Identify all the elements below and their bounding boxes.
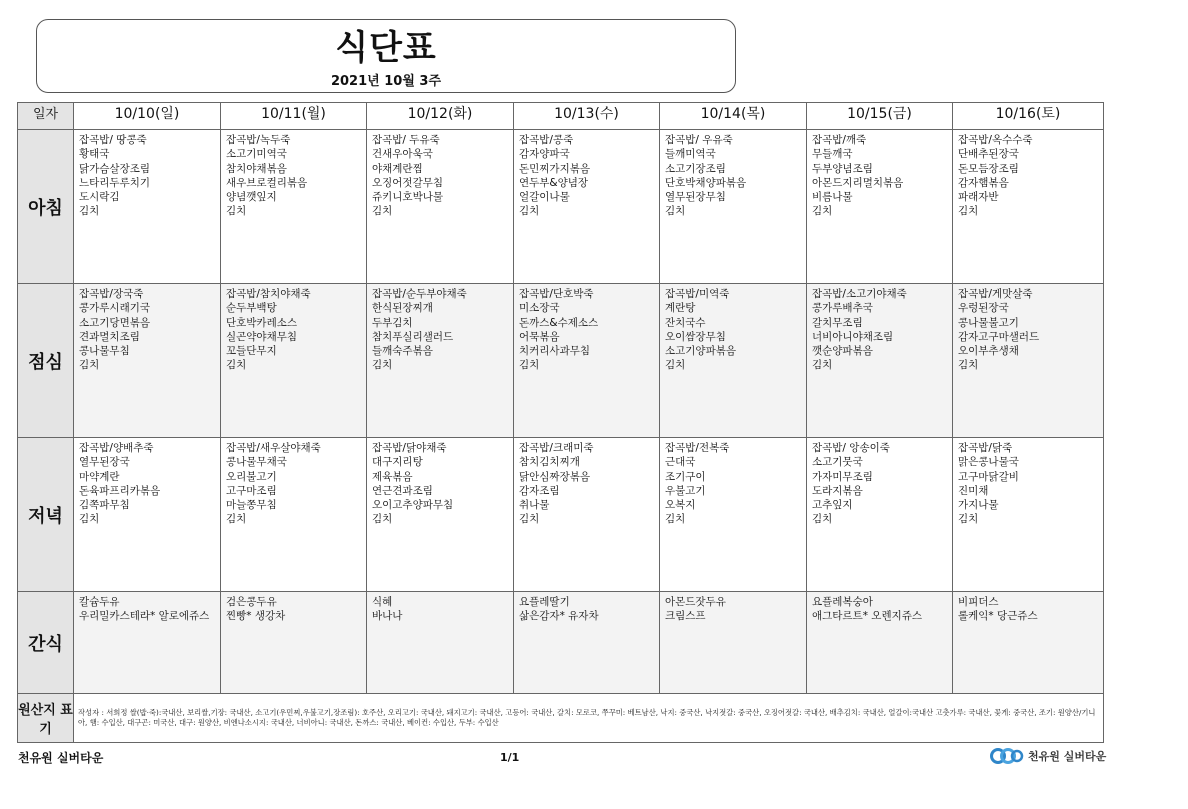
menu-item: 깻순양파볶음 — [812, 345, 873, 358]
menu-cell — [953, 130, 1104, 284]
menu-item: 김치 — [665, 359, 686, 372]
menu-cell — [514, 130, 660, 284]
menu-cell — [807, 284, 953, 438]
menu-cell — [221, 438, 367, 592]
menu-cell — [953, 592, 1104, 694]
menu-item: 연근견과조림 — [372, 484, 433, 497]
menu-item: 잡곡밥/단호박죽 — [519, 288, 594, 300]
menu-item: 감자햄볶음 — [958, 176, 1009, 189]
menu-item: 콩나물무채국 — [226, 456, 287, 469]
menu-item: 미소장국 — [519, 302, 560, 315]
menu-item: 삶은감자* 유자차 — [519, 610, 599, 623]
menu-cell — [514, 284, 660, 438]
menu-item: 김치 — [79, 513, 100, 526]
menu-item: 김쪽파무침 — [79, 499, 130, 512]
menu-item: 연두부&양념장 — [519, 176, 589, 189]
menu-item: 오리불고기 — [226, 470, 277, 483]
menu-item: 김치 — [226, 359, 247, 372]
menu-item: 김치 — [372, 513, 393, 526]
menu-item: 콩나물불고기 — [958, 316, 1019, 329]
menu-item: 김치 — [519, 359, 540, 372]
menu-item: 잡곡밥/ 두유죽 — [372, 134, 440, 146]
menu-item: 마늘쫑무침 — [226, 499, 277, 512]
menu-item: 오이부추생채 — [958, 345, 1019, 358]
menu-item: 우불고기 — [665, 484, 706, 497]
menu-cell — [221, 284, 367, 438]
menu-item: 단호박카레소스 — [226, 316, 298, 329]
menu-item: 요플레딸기 — [519, 596, 570, 608]
menu-item: 어묵볶음 — [519, 330, 560, 343]
menu-item: 김치 — [372, 205, 393, 218]
menu-item: 콩가루배추국 — [812, 302, 873, 315]
menu-item: 돈모듬장조림 — [958, 162, 1019, 175]
menu-item: 김치 — [665, 513, 686, 526]
menu-cell — [367, 130, 514, 284]
menu-table — [17, 102, 1104, 743]
meal-label: 저녁 — [18, 438, 74, 592]
menu-item: 오징어젓갈무침 — [372, 176, 444, 189]
menu-cell — [74, 438, 221, 592]
menu-item: 잡곡밥/ 앙송이죽 — [812, 442, 890, 454]
menu-item: 두부김치 — [372, 316, 413, 329]
logo-text: 천유원 실버타운 — [1028, 750, 1107, 763]
menu-item: 소고기미역국 — [226, 148, 287, 161]
menu-cell — [953, 438, 1104, 592]
menu-cell — [807, 130, 953, 284]
day-header: 10/13(수) — [514, 103, 660, 130]
menu-cell — [660, 130, 807, 284]
meal-label: 점심 — [18, 284, 74, 438]
menu-item: 쥬키니호박나물 — [372, 191, 444, 204]
menu-item: 감자고구마샐러드 — [958, 330, 1040, 343]
menu-item: 소고기뭇국 — [812, 456, 863, 469]
menu-item: 오이쌈장무침 — [665, 330, 726, 343]
menu-item: 무들깨국 — [812, 148, 853, 161]
menu-item: 우리밀카스테라* 알로에쥬스 — [79, 610, 210, 623]
header-row — [18, 103, 1104, 130]
menu-item: 식혜 — [372, 596, 393, 608]
menu-item: 잡곡밥/참치야채죽 — [226, 288, 311, 300]
menu-item: 잡곡밥/소고기야채죽 — [812, 288, 907, 300]
menu-cell — [74, 592, 221, 694]
origin-text: 작성자 : 서희정 쌀(밥·죽):국내산, 보리쌀,기장: 국내산, 소고기(우민찌,우불고기,장조림): 호주산, 오리고기: 국내산, 돼지고기: 국내산, 고등어: 국내산, 갈치: 모로코, 쭈꾸미: 베트남산, 낙지: 중국산, 낙지젓갈: 중국산, 오징어젓갈: 국내산, 배추김치: 국내산, 얼갈이:국내산 고춧가루: 국내산, 꽃게: 중국산, 조기: 원양산/기니아, 햄: 수입산, 대구곤: 미국산, 대구: 원양산, 비엔나소시지: 국내산, 너비아니: 국내산, 돈까스: 국내산, 베이컨: 수입산, 두부: 수입산 — [74, 694, 1104, 743]
menu-item: 찐빵* 생강차 — [226, 610, 286, 623]
menu-item: 김치 — [226, 205, 247, 218]
menu-cell — [807, 438, 953, 592]
menu-item: 황태국 — [79, 148, 110, 161]
menu-item: 감자양파국 — [519, 148, 570, 161]
menu-item: 잡곡밥/새우살야채죽 — [226, 442, 321, 454]
menu-item: 참치야채볶음 — [226, 162, 287, 175]
page-number: 1/1 — [500, 751, 520, 764]
page-title: 식단표 — [335, 28, 437, 68]
menu-item: 잔치국수 — [665, 316, 706, 329]
menu-item: 두부양념조림 — [812, 162, 873, 175]
menu-item: 잡곡밥/콩죽 — [519, 134, 574, 146]
menu-cell — [221, 130, 367, 284]
menu-item: 비름나물 — [812, 191, 853, 204]
menu-item: 열무된장국 — [79, 456, 130, 469]
menu-item: 김치 — [812, 359, 833, 372]
date-column-label: 일자 — [18, 103, 74, 130]
menu-item: 고구마조림 — [226, 484, 277, 497]
menu-item: 김치 — [958, 513, 979, 526]
menu-item: 바나나 — [372, 610, 403, 623]
menu-item: 단배추된장국 — [958, 148, 1019, 161]
menu-item: 김치 — [519, 513, 540, 526]
day-header: 10/11(월) — [221, 103, 367, 130]
meal-row — [18, 130, 1104, 284]
menu-item: 야채계란찜 — [372, 162, 423, 175]
menu-item: 감자조림 — [519, 484, 560, 497]
menu-item: 고추잎지 — [812, 499, 853, 512]
menu-item: 순두부백탕 — [226, 302, 277, 315]
menu-item: 칼슘두유 — [79, 596, 120, 608]
menu-cell — [74, 284, 221, 438]
menu-cell — [807, 592, 953, 694]
title-box — [36, 19, 736, 93]
menu-item: 맑은콩나물국 — [958, 456, 1019, 469]
meal-label: 간식 — [18, 592, 74, 694]
menu-item: 롤케익* 당근쥬스 — [958, 610, 1038, 623]
menu-item: 새우브로컬리볶음 — [226, 176, 308, 189]
meal-row — [18, 592, 1104, 694]
menu-item: 아몬드잣두유 — [665, 596, 726, 608]
footer-logo — [990, 745, 1106, 767]
day-header: 10/12(화) — [367, 103, 514, 130]
day-header: 10/14(목) — [660, 103, 807, 130]
menu-item: 김치 — [812, 513, 833, 526]
menu-item: 잡곡밥/게맛살죽 — [958, 288, 1033, 300]
menu-item: 김치 — [79, 359, 100, 372]
menu-item: 우렁된장국 — [958, 302, 1009, 315]
menu-item: 닭안심짜장볶음 — [519, 470, 591, 483]
meal-label: 아침 — [18, 130, 74, 284]
menu-item: 잡곡밥/장국죽 — [79, 288, 144, 300]
menu-item: 콩가루시래기국 — [79, 302, 151, 315]
menu-item: 김치 — [226, 513, 247, 526]
menu-item: 비피더스 — [958, 596, 999, 608]
menu-cell — [660, 284, 807, 438]
menu-item: 갈치무조림 — [812, 316, 863, 329]
menu-item: 도라지볶음 — [812, 484, 863, 497]
menu-item: 돈육파프리카볶음 — [79, 484, 161, 497]
menu-item: 잡곡밥/전복죽 — [665, 442, 730, 454]
menu-item: 잡곡밥/양배추죽 — [79, 442, 154, 454]
menu-item: 실곤약야채무침 — [226, 330, 298, 343]
menu-item: 잡곡밥/ 우유죽 — [665, 134, 733, 146]
menu-cell — [367, 284, 514, 438]
menu-cell — [74, 130, 221, 284]
menu-item: 오복지 — [665, 499, 696, 512]
menu-cell — [953, 284, 1104, 438]
meal-row — [18, 438, 1104, 592]
menu-item: 김치 — [812, 205, 833, 218]
menu-item: 들깨미역국 — [665, 148, 716, 161]
menu-item: 한식된장찌개 — [372, 302, 433, 315]
menu-item: 취나물 — [519, 499, 550, 512]
menu-item: 아몬드지리멸치볶음 — [812, 176, 904, 189]
day-header: 10/16(토) — [953, 103, 1104, 130]
menu-item: 제육볶음 — [372, 470, 413, 483]
menu-item: 잡곡밥/옥수수죽 — [958, 134, 1033, 146]
menu-item: 잡곡밥/크래미죽 — [519, 442, 594, 454]
menu-item: 잡곡밥/깨죽 — [812, 134, 867, 146]
menu-item: 대구지리탕 — [372, 456, 423, 469]
menu-item: 진미채 — [958, 484, 989, 497]
menu-item: 돈민찌가지볶음 — [519, 162, 591, 175]
menu-item: 열무된장무침 — [665, 191, 726, 204]
menu-item: 참치김치찌개 — [519, 456, 580, 469]
menu-cell — [514, 592, 660, 694]
menu-item: 오이고추양파무침 — [372, 499, 454, 512]
menu-item: 닭가슴살장조림 — [79, 162, 151, 175]
menu-item: 파래자반 — [958, 191, 999, 204]
page-subtitle: 2021년 10월 3주 — [330, 74, 442, 89]
footer-org-name: 천유원 실버타운 — [18, 751, 104, 765]
coo-logo-icon — [990, 745, 1024, 767]
menu-item: 돈까스&수제소스 — [519, 316, 599, 329]
menu-cell — [660, 438, 807, 592]
menu-item: 단호박채양파볶음 — [665, 176, 747, 189]
day-header: 10/15(금) — [807, 103, 953, 130]
menu-item: 계란탕 — [665, 302, 696, 315]
menu-item: 느타리두루치기 — [79, 176, 151, 189]
menu-item: 소고기양파볶음 — [665, 345, 737, 358]
menu-cell — [367, 438, 514, 592]
menu-item: 양념깻잎지 — [226, 191, 277, 204]
menu-cell — [514, 438, 660, 592]
meal-row — [18, 284, 1104, 438]
menu-item: 너비아니야채조림 — [812, 330, 894, 343]
menu-item: 소고기장조림 — [665, 162, 726, 175]
menu-item: 소고기당면볶음 — [79, 316, 151, 329]
menu-item: 들깨숙주볶음 — [372, 345, 433, 358]
menu-cell — [221, 592, 367, 694]
menu-item: 가지나물 — [958, 499, 999, 512]
menu-item: 애그타르트* 오렌지쥬스 — [812, 610, 923, 623]
menu-item: 김치 — [665, 205, 686, 218]
menu-item: 건새우아욱국 — [372, 148, 433, 161]
menu-item: 고구마닭갈비 — [958, 470, 1019, 483]
menu-item: 김치 — [958, 205, 979, 218]
day-header: 10/10(일) — [74, 103, 221, 130]
menu-cell — [660, 592, 807, 694]
menu-item: 참치푸실리샐러드 — [372, 330, 454, 343]
menu-cell — [367, 592, 514, 694]
menu-item: 꼬들단무지 — [226, 345, 277, 358]
menu-item: 얼갈이나물 — [519, 191, 570, 204]
menu-item: 잡곡밥/닭죽 — [958, 442, 1013, 454]
menu-item: 마약계란 — [79, 470, 120, 483]
menu-item: 잡곡밥/녹두죽 — [226, 134, 291, 146]
menu-item: 잡곡밥/ 땅콩죽 — [79, 134, 147, 146]
menu-item: 도시락김 — [79, 191, 120, 204]
menu-item: 크림스프 — [665, 610, 706, 623]
menu-item: 잡곡밥/미역죽 — [665, 288, 730, 300]
menu-item: 잡곡밥/순두부야채죽 — [372, 288, 467, 300]
menu-item: 견과멸치조림 — [79, 330, 140, 343]
menu-item: 가자미무조림 — [812, 470, 873, 483]
menu-item: 콩나물무침 — [79, 345, 130, 358]
origin-row — [18, 694, 1104, 743]
menu-item: 조기구이 — [665, 470, 706, 483]
menu-item: 김치 — [372, 359, 393, 372]
menu-item: 김치 — [79, 205, 100, 218]
menu-item: 잡곡밥/닭야채죽 — [372, 442, 447, 454]
menu-item: 근대국 — [665, 456, 696, 469]
menu-item: 치커리사과무침 — [519, 345, 591, 358]
menu-item: 요플레복숭아 — [812, 596, 873, 608]
menu-item: 김치 — [519, 205, 540, 218]
menu-item: 검은콩두유 — [226, 596, 277, 608]
origin-label: 원산지 표기 — [18, 694, 74, 743]
menu-item: 김치 — [958, 359, 979, 372]
